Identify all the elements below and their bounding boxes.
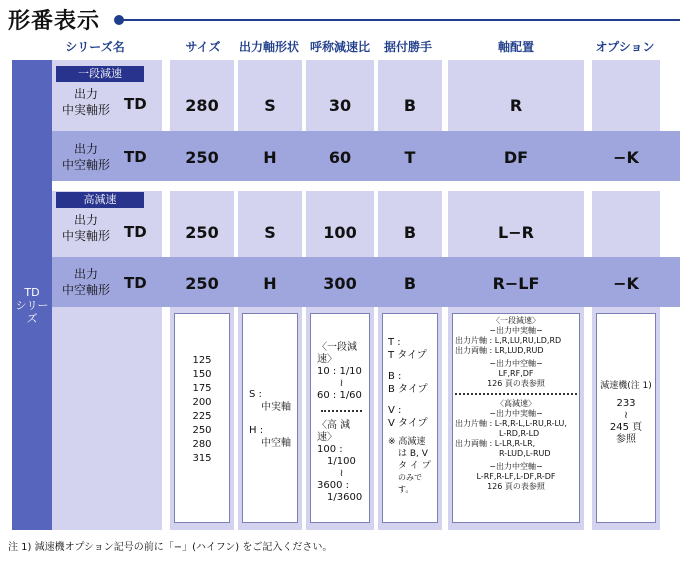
row-2-ratio: 60 [328, 148, 352, 167]
header-ratio: 呼称減速比 [309, 40, 370, 54]
size-option: 315 [192, 453, 212, 464]
size-option: 250 [192, 425, 212, 436]
page-title: 形番表示 [8, 9, 101, 34]
size-option: 200 [192, 397, 212, 408]
size-option: 175 [192, 383, 212, 394]
row-3-arrangement: L−R [498, 223, 534, 242]
row-2-option: −K [613, 148, 639, 167]
row-1-shaft: S [264, 96, 276, 115]
row-1-label: 出力 中実軸形 [61, 87, 110, 117]
header-shaft-arrangement: 軸配置 [497, 40, 534, 54]
header-mounting: 据付勝手 [383, 40, 432, 54]
td-series-label: TD シリーズ [15, 286, 49, 325]
row-3-code: TD [124, 223, 147, 241]
divider [321, 410, 362, 412]
shaft-options-box: S : 中実軸 H : 中空軸 [242, 313, 298, 523]
header-size: サイズ [185, 40, 221, 54]
row-4-code: TD [124, 274, 147, 292]
row-1-ratio: 30 [328, 96, 352, 115]
row-3-label: 出力 中実軸形 [61, 213, 110, 243]
header-option: オプション [595, 40, 655, 54]
row-2-code: TD [124, 148, 147, 166]
header-shaft-shape: 出力軸形状 [238, 40, 299, 54]
size-options-box [174, 313, 230, 523]
size-option: 150 [192, 369, 212, 380]
mount-note: ※ 高減速 は B, V タ イ プ のみです。 [388, 437, 431, 494]
row-1-code: TD [124, 95, 147, 113]
row-1-mount: B [403, 96, 417, 115]
row-4-label: 出力 中空軸形 [61, 267, 110, 297]
row-3-ratio: 100 [323, 223, 357, 242]
row-2-shaft: H [263, 148, 277, 167]
row-3-size: 250 [185, 223, 219, 242]
row-4-option: −K [613, 274, 639, 293]
size-option: 225 [192, 411, 212, 422]
row-3-mount: B [403, 223, 417, 242]
row-2-size: 250 [185, 148, 219, 167]
row-4-ratio: 300 [323, 274, 357, 293]
divider [455, 393, 577, 395]
arrangement-options-box: 〈一段減速〉 −出力中実軸− 出力片軸 : L,R,LU,RU,LD,RD 出力両軸 : LR,LUD,RUD −出力中空軸− LF,RF,DF 126 頁の表参照 〈高減速〉 −出力中実軸− 出力片軸 : L-R,R-L,L-RU,R-LU, L-RD,R-LD 出力両軸 : L-LR,R-LR, R-LUD,L-RUD −出力中空軸− L-RF,R-LF,L-DF,R-DF 126 頁の表参照 [452, 313, 580, 523]
row-2-label: 出力 中空軸形 [61, 142, 110, 172]
mount-options-box: T : T タイプ B : B タイプ V : V タイプ ※ 高減速 は B, V タ イ プ のみです。 [382, 313, 438, 523]
row-2-mount: T [404, 148, 416, 167]
row-4-size: 250 [185, 274, 219, 293]
group-tag-first: 一段減速 [56, 66, 144, 82]
row-3-shaft: S [264, 223, 276, 242]
title-rule [118, 19, 680, 21]
group-tag-high: 高減速 [56, 192, 144, 208]
row-1-size: 280 [185, 96, 219, 115]
size-option: 125 [192, 355, 212, 366]
header-series: シリーズ名 [65, 40, 125, 54]
size-option: 280 [192, 439, 212, 450]
row-2-arrangement: DF [503, 148, 529, 167]
option-box: 減速機(注 1) 233 ≀ 245 頁 参照 [596, 313, 656, 523]
row-4-arrangement: R−LF [492, 274, 540, 293]
row-1-arrangement: R [509, 96, 523, 115]
row-4-shaft: H [263, 274, 277, 293]
group-separator [52, 181, 660, 191]
row-4-mount: B [403, 274, 417, 293]
ratio-options-box: 〈一段減速〉 10 : 1/10 ≀ 60 : 1/60 〈高 減 速〉 100 : 1/100 ≀ 3600 : 1/3600 [310, 313, 370, 523]
footnote: 注 1) 減速機オプション記号の前に「−」(ハイフン) をご記入ください。 [8, 542, 333, 553]
